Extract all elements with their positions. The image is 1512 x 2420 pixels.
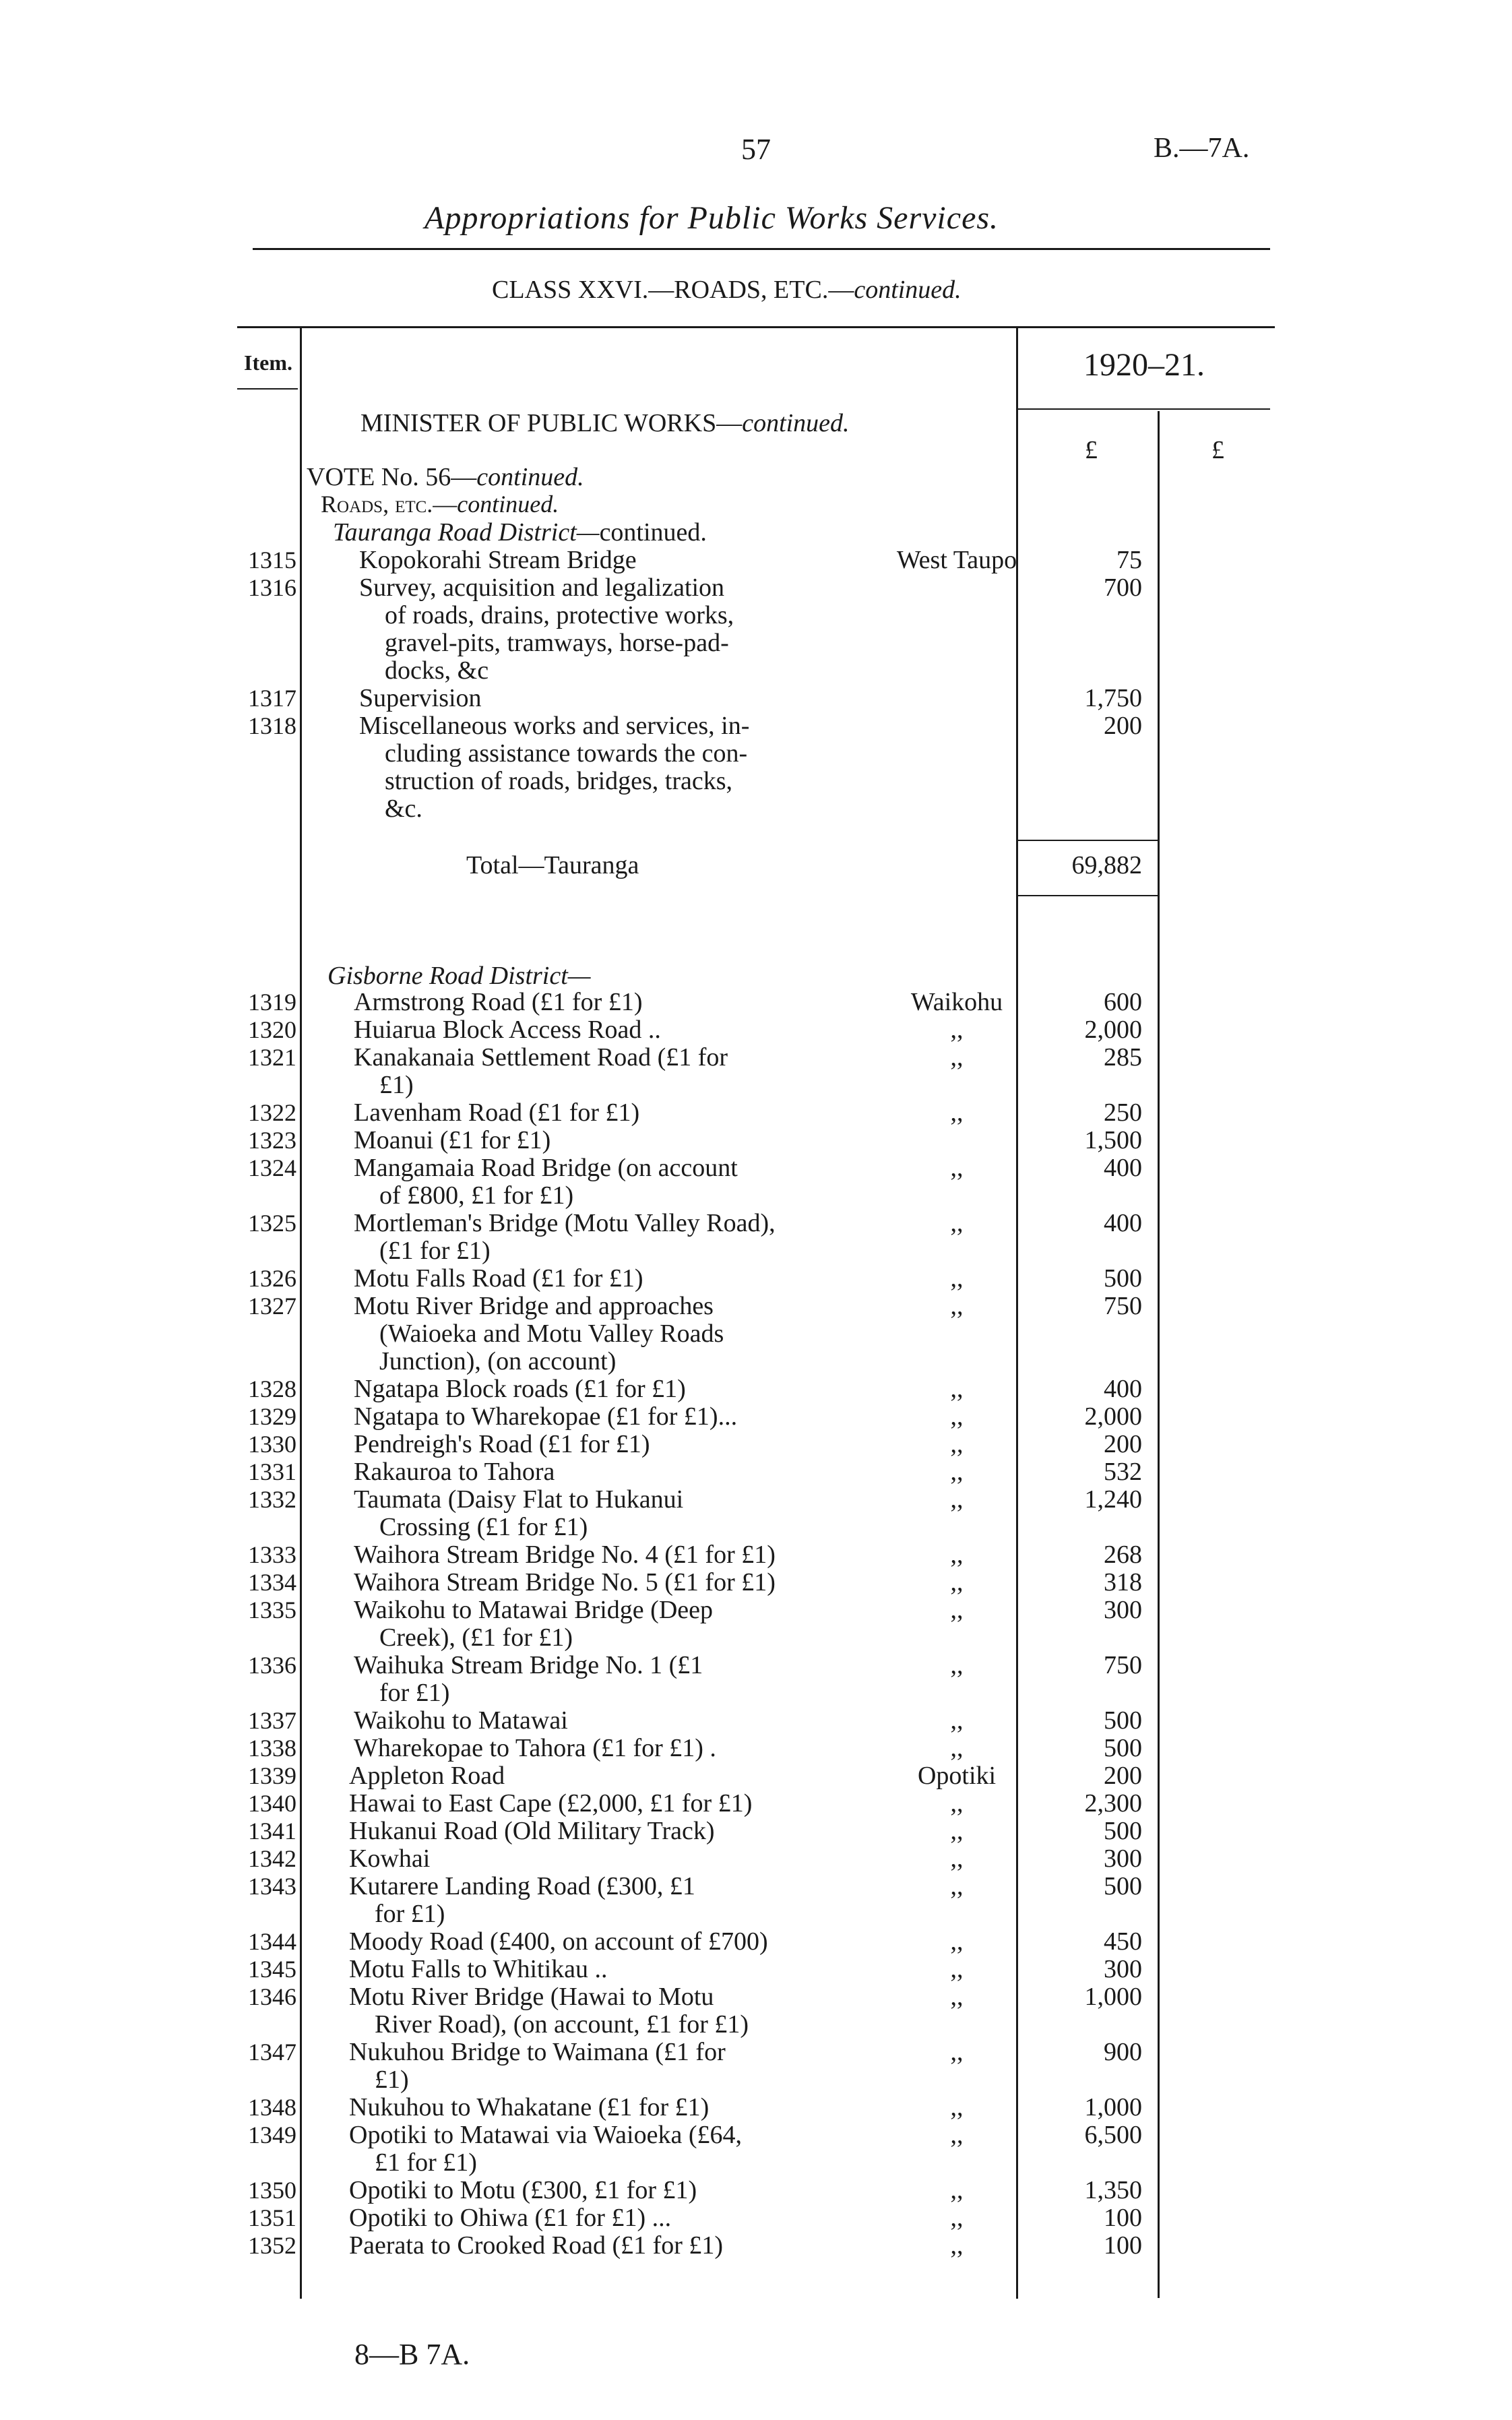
item-description-continuation: of £800, £1 for £1) bbox=[379, 1181, 574, 1210]
item-amount: 1,350 bbox=[1084, 2176, 1142, 2204]
item-description: Ngatapa Block roads (£1 for £1) bbox=[354, 1375, 686, 1403]
item-row bbox=[0, 1790, 1512, 1818]
item-number: 1322 bbox=[248, 1099, 296, 1126]
item-location: ,, bbox=[950, 1458, 964, 1486]
item-description: Rakauroa to Tahora bbox=[354, 1458, 555, 1486]
item-amount: 6,500 bbox=[1084, 2121, 1142, 2149]
item-location: ,, bbox=[950, 1402, 964, 1431]
item-amount: 300 bbox=[1104, 1596, 1142, 1624]
item-description-continuation: £1 for £1) bbox=[375, 2148, 477, 2177]
ministry-heading-main: MINISTER OF PUBLIC WORKS— bbox=[360, 409, 743, 437]
class-heading-main: CLASS XXVI.—ROADS, ETC.— bbox=[492, 276, 854, 304]
footer-signature: 8—B 7A. bbox=[354, 2338, 470, 2371]
item-number: 1330 bbox=[248, 1431, 296, 1458]
item-amount: 2,300 bbox=[1084, 1789, 1142, 1818]
item-number: 1348 bbox=[248, 2094, 296, 2121]
item-description-continuation: (£1 for £1) bbox=[379, 1237, 491, 1265]
item-number: 1340 bbox=[248, 1790, 296, 1817]
item-description-continuation: £1) bbox=[375, 2066, 409, 2094]
item-amount: 1,000 bbox=[1084, 2093, 1142, 2121]
item-row bbox=[0, 1707, 1512, 1735]
year-column-header: 1920–21. bbox=[1083, 347, 1205, 383]
item-description: Wharekopae to Tahora (£1 for £1) . bbox=[354, 1734, 716, 1762]
item-row bbox=[0, 2094, 1512, 2121]
item-description: Waihora Stream Bridge No. 5 (£1 for £1) bbox=[354, 1568, 776, 1596]
page-title: Appropriations for Public Works Services. bbox=[424, 200, 999, 236]
class-heading-continued: continued. bbox=[854, 276, 962, 304]
item-row bbox=[0, 1873, 1512, 1928]
item-location: ,, bbox=[950, 1927, 964, 1956]
item-description: Opotiki to Matawai via Waioeka (£64, bbox=[349, 2121, 742, 2149]
item-row bbox=[0, 1762, 1512, 1790]
item-row bbox=[0, 2121, 1512, 2177]
item-row bbox=[0, 1293, 1512, 1375]
subtotal-rule-bottom bbox=[1017, 895, 1158, 896]
item-description: Motu River Bridge (Hawai to Motu bbox=[349, 1983, 714, 2011]
item-location: ,, bbox=[950, 1955, 964, 1983]
item-location: ,, bbox=[950, 1568, 964, 1596]
item-number: 1320 bbox=[248, 1016, 296, 1043]
page-number: 57 bbox=[741, 133, 771, 166]
item-description: Nukuhou to Whakatane (£1 for £1) bbox=[349, 2093, 710, 2121]
item-description-continuation: cluding assistance towards the con- bbox=[385, 739, 748, 768]
item-header-rule bbox=[237, 388, 298, 390]
item-description: Waikohu to Matawai Bridge (Deep bbox=[354, 1596, 714, 1624]
item-number: 1334 bbox=[248, 1569, 296, 1596]
item-amount: 500 bbox=[1104, 1264, 1142, 1293]
item-row bbox=[0, 1375, 1512, 1403]
item-description-continuation: £1) bbox=[379, 1071, 414, 1099]
item-number: 1328 bbox=[248, 1375, 296, 1402]
ministry-heading bbox=[360, 408, 850, 438]
item-amount: 268 bbox=[1104, 1541, 1142, 1569]
item-amount: 1,000 bbox=[1084, 1983, 1142, 2011]
item-description: Hukanui Road (Old Military Track) bbox=[349, 1817, 715, 1845]
item-description-continuation: of roads, drains, protective works, bbox=[385, 601, 734, 629]
title-rule bbox=[253, 248, 1270, 250]
item-location: Waikohu bbox=[910, 988, 1003, 1016]
item-location: ,, bbox=[950, 1706, 964, 1735]
item-row bbox=[0, 1486, 1512, 1541]
item-number: 1335 bbox=[248, 1596, 296, 1623]
item-number: 1342 bbox=[248, 1845, 296, 1872]
item-location: ,, bbox=[950, 1485, 964, 1514]
item-location: ,, bbox=[950, 1817, 964, 1845]
tauranga-total-label: Total—Tauranga bbox=[466, 851, 639, 879]
document-reference: B.—7A. bbox=[1154, 133, 1250, 164]
item-description: Moanui (£1 for £1) bbox=[354, 1126, 551, 1154]
item-amount: 700 bbox=[1104, 573, 1142, 602]
item-description: Miscellaneous works and services, in- bbox=[359, 712, 750, 740]
item-amount: 500 bbox=[1104, 1872, 1142, 1900]
item-number: 1338 bbox=[248, 1735, 296, 1762]
item-location: ,, bbox=[950, 1872, 964, 1900]
tauranga-total-amount: 69,882 bbox=[1071, 851, 1142, 879]
item-number: 1349 bbox=[248, 2121, 296, 2148]
item-row bbox=[0, 2204, 1512, 2232]
item-amount: 1,500 bbox=[1084, 1126, 1142, 1154]
item-description: Kowhai bbox=[349, 1844, 431, 1873]
item-row bbox=[0, 1569, 1512, 1596]
item-location: ,, bbox=[950, 1651, 964, 1679]
item-description-continuation: Junction), (on account) bbox=[379, 1347, 617, 1375]
item-amount: 532 bbox=[1104, 1458, 1142, 1486]
item-description: Waihora Stream Bridge No. 4 (£1 for £1) bbox=[354, 1541, 776, 1569]
item-number: 1333 bbox=[248, 1541, 296, 1568]
item-number: 1327 bbox=[248, 1293, 296, 1320]
item-description-continuation: struction of roads, bridges, tracks, bbox=[385, 767, 733, 795]
item-description: Opotiki to Motu (£300, £1 for £1) bbox=[349, 2176, 697, 2204]
tauranga-district-heading bbox=[333, 518, 707, 547]
tauranga-heading-continued: continued. bbox=[599, 518, 707, 547]
item-row bbox=[0, 712, 1512, 823]
item-number: 1350 bbox=[248, 2177, 296, 2204]
item-description-continuation: River Road), (on account, £1 for £1) bbox=[375, 2010, 749, 2039]
item-description: Moody Road (£400, on account of £700) bbox=[349, 1927, 768, 1956]
item-row bbox=[0, 2177, 1512, 2204]
item-location: ,, bbox=[950, 1596, 964, 1624]
item-row bbox=[0, 1099, 1512, 1127]
item-amount: 500 bbox=[1104, 1817, 1142, 1845]
item-description: Kanakanaia Settlement Road (£1 for bbox=[354, 1043, 728, 1072]
item-row bbox=[0, 1956, 1512, 1983]
item-description-continuation: gravel-pits, tramways, horse-pad- bbox=[385, 629, 729, 657]
roads-heading bbox=[321, 490, 559, 518]
item-description: Ngatapa to Wharekopae (£1 for £1)... bbox=[354, 1402, 738, 1431]
item-amount: 400 bbox=[1104, 1209, 1142, 1237]
item-amount: 450 bbox=[1104, 1927, 1142, 1956]
item-amount: 750 bbox=[1104, 1292, 1142, 1320]
item-description: Waihuka Stream Bridge No. 1 (£1 bbox=[354, 1651, 703, 1679]
item-amount: 500 bbox=[1104, 1706, 1142, 1735]
item-amount: 1,240 bbox=[1084, 1485, 1142, 1514]
item-number: 1332 bbox=[248, 1486, 296, 1513]
item-location: ,, bbox=[950, 2231, 964, 2260]
item-row bbox=[0, 1735, 1512, 1762]
item-row bbox=[0, 547, 1512, 574]
item-description: Armstrong Road (£1 for £1) bbox=[354, 988, 643, 1016]
item-amount: 100 bbox=[1104, 2204, 1142, 2232]
item-number: 1325 bbox=[248, 1210, 296, 1237]
roads-heading-continued: continued. bbox=[457, 491, 559, 518]
item-row bbox=[0, 1431, 1512, 1458]
item-description: Motu Falls to Whitikau .. bbox=[349, 1955, 608, 1983]
item-location: ,, bbox=[950, 2176, 964, 2204]
vote-heading bbox=[307, 462, 584, 492]
item-number: 1318 bbox=[248, 712, 296, 739]
item-location: ,, bbox=[950, 1016, 964, 1044]
item-row bbox=[0, 1845, 1512, 1873]
item-row bbox=[0, 1265, 1512, 1293]
item-description: Mortleman's Bridge (Motu Valley Road), bbox=[354, 1209, 776, 1237]
item-number: 1324 bbox=[248, 1154, 296, 1181]
item-row bbox=[0, 1596, 1512, 1652]
item-row bbox=[0, 1458, 1512, 1486]
item-amount: 285 bbox=[1104, 1043, 1142, 1072]
ministry-heading-continued: continued. bbox=[742, 409, 850, 437]
currency-symbol-amounts: £ bbox=[1085, 436, 1098, 464]
item-number: 1317 bbox=[248, 685, 296, 712]
item-amount: 1,750 bbox=[1084, 684, 1142, 712]
item-number: 1343 bbox=[248, 1873, 296, 1900]
item-description: Kutarere Landing Road (£300, £1 bbox=[349, 1872, 695, 1900]
item-amount: 750 bbox=[1104, 1651, 1142, 1679]
item-description: Paerata to Crooked Road (£1 for £1) bbox=[349, 2231, 724, 2260]
class-heading bbox=[492, 275, 962, 305]
item-amount: 2,000 bbox=[1084, 1016, 1142, 1044]
item-description: Huiarua Block Access Road .. bbox=[354, 1016, 661, 1044]
item-amount: 400 bbox=[1104, 1154, 1142, 1182]
item-description: Waikohu to Matawai bbox=[354, 1706, 568, 1735]
item-location: ,, bbox=[950, 1154, 964, 1182]
item-location: ,, bbox=[950, 1430, 964, 1458]
item-location: Opotiki bbox=[917, 1762, 997, 1790]
item-amount: 400 bbox=[1104, 1375, 1142, 1403]
item-row bbox=[0, 1983, 1512, 2039]
item-description: Mangamaia Road Bridge (on account bbox=[354, 1154, 738, 1182]
item-location: ,, bbox=[950, 2121, 964, 2149]
item-location: ,, bbox=[950, 2093, 964, 2121]
item-amount: 100 bbox=[1104, 2231, 1142, 2260]
item-row bbox=[0, 2232, 1512, 2260]
item-number: 1341 bbox=[248, 1818, 296, 1844]
item-location: ,, bbox=[950, 2204, 964, 2232]
item-number: 1316 bbox=[248, 574, 296, 601]
item-number: 1329 bbox=[248, 1403, 296, 1430]
item-description: Kopokorahi Stream Bridge bbox=[359, 546, 637, 574]
item-location: ,, bbox=[950, 1264, 964, 1293]
item-amount: 300 bbox=[1104, 1844, 1142, 1873]
item-location: ,, bbox=[950, 1098, 964, 1127]
item-description: Pendreigh's Road (£1 for £1) bbox=[354, 1430, 650, 1458]
item-number: 1351 bbox=[248, 2204, 296, 2231]
item-row bbox=[0, 1403, 1512, 1431]
item-description-continuation: for £1) bbox=[379, 1679, 450, 1707]
item-row bbox=[0, 1818, 1512, 1845]
item-amount: 318 bbox=[1104, 1568, 1142, 1596]
item-column-header: Item. bbox=[244, 350, 292, 375]
item-description: Motu Falls Road (£1 for £1) bbox=[354, 1264, 643, 1293]
item-description-continuation: for £1) bbox=[375, 1900, 445, 1928]
item-number: 1339 bbox=[248, 1762, 296, 1789]
item-number: 1319 bbox=[248, 989, 296, 1016]
item-description: Nukuhou Bridge to Waimana (£1 for bbox=[349, 2038, 726, 2066]
vote-heading-main: VOTE No. 56— bbox=[307, 463, 477, 491]
item-description: Hawai to East Cape (£2,000, £1 for £1) bbox=[349, 1789, 753, 1818]
item-amount: 2,000 bbox=[1084, 1402, 1142, 1431]
item-description-continuation: Creek), (£1 for £1) bbox=[379, 1623, 573, 1652]
item-amount: 300 bbox=[1104, 1955, 1142, 1983]
item-description: Motu River Bridge and approaches bbox=[354, 1292, 714, 1320]
item-description-continuation: &c. bbox=[385, 795, 422, 823]
item-amount: 200 bbox=[1104, 1762, 1142, 1790]
item-number: 1352 bbox=[248, 2232, 296, 2259]
item-description: Supervision bbox=[359, 684, 482, 712]
item-description-continuation: docks, &c bbox=[385, 656, 489, 685]
item-description: Survey, acquisition and legalization bbox=[359, 573, 725, 602]
item-location: ,, bbox=[950, 1292, 964, 1320]
item-description-continuation: (Waioeka and Motu Valley Roads bbox=[379, 1320, 724, 1348]
year-header-rule bbox=[1017, 408, 1270, 410]
item-location: ,, bbox=[950, 1209, 964, 1237]
item-number: 1336 bbox=[248, 1652, 296, 1679]
item-amount: 250 bbox=[1104, 1098, 1142, 1127]
item-number: 1321 bbox=[248, 1044, 296, 1071]
item-location: ,, bbox=[950, 1844, 964, 1873]
item-amount: 75 bbox=[1116, 546, 1142, 574]
item-row bbox=[0, 1210, 1512, 1265]
item-amount: 200 bbox=[1104, 1430, 1142, 1458]
currency-symbol-totals: £ bbox=[1211, 436, 1224, 464]
item-row bbox=[0, 2039, 1512, 2094]
item-location: ,, bbox=[950, 1734, 964, 1762]
item-location: ,, bbox=[950, 1043, 964, 1072]
item-amount: 600 bbox=[1104, 988, 1142, 1016]
item-row bbox=[0, 1016, 1512, 1044]
item-description: Lavenham Road (£1 for £1) bbox=[354, 1098, 640, 1127]
item-number: 1344 bbox=[248, 1928, 296, 1955]
item-number: 1347 bbox=[248, 2039, 296, 2066]
tauranga-heading-main: Tauranga Road District— bbox=[333, 518, 600, 547]
item-number: 1323 bbox=[248, 1127, 296, 1154]
item-location: ,, bbox=[950, 2038, 964, 2066]
item-location: West Taupo bbox=[896, 546, 1017, 574]
item-row bbox=[0, 1652, 1512, 1707]
item-description-continuation: Crossing (£1 for £1) bbox=[379, 1513, 588, 1541]
item-row bbox=[0, 574, 1512, 685]
item-row bbox=[0, 989, 1512, 1016]
item-amount: 500 bbox=[1104, 1734, 1142, 1762]
item-row bbox=[0, 1044, 1512, 1099]
item-row bbox=[0, 1154, 1512, 1210]
item-number: 1337 bbox=[248, 1707, 296, 1734]
table-top-rule bbox=[237, 326, 1275, 328]
item-number: 1331 bbox=[248, 1458, 296, 1485]
item-amount: 900 bbox=[1104, 2038, 1142, 2066]
item-description: Appleton Road bbox=[349, 1762, 505, 1790]
item-number: 1345 bbox=[248, 1956, 296, 1983]
item-location: ,, bbox=[950, 1983, 964, 2011]
item-description: Opotiki to Ohiwa (£1 for £1) ... bbox=[349, 2204, 672, 2232]
item-location: ,, bbox=[950, 1375, 964, 1403]
item-amount: 200 bbox=[1104, 712, 1142, 740]
subtotal-rule-top bbox=[1017, 840, 1158, 841]
item-description: Taumata (Daisy Flat to Hukanui bbox=[354, 1485, 684, 1514]
item-location: ,, bbox=[950, 1541, 964, 1569]
item-row bbox=[0, 685, 1512, 712]
item-number: 1346 bbox=[248, 1983, 296, 2010]
item-number: 1326 bbox=[248, 1265, 296, 1292]
item-row bbox=[0, 1541, 1512, 1569]
gisborne-district-heading: Gisborne Road District— bbox=[327, 962, 591, 990]
item-number: 1315 bbox=[248, 547, 296, 573]
item-row bbox=[0, 1928, 1512, 1956]
vote-heading-continued: continued. bbox=[476, 463, 584, 491]
item-location: ,, bbox=[950, 1789, 964, 1818]
roads-heading-main: Roads, etc.— bbox=[321, 491, 458, 518]
item-row bbox=[0, 1127, 1512, 1154]
